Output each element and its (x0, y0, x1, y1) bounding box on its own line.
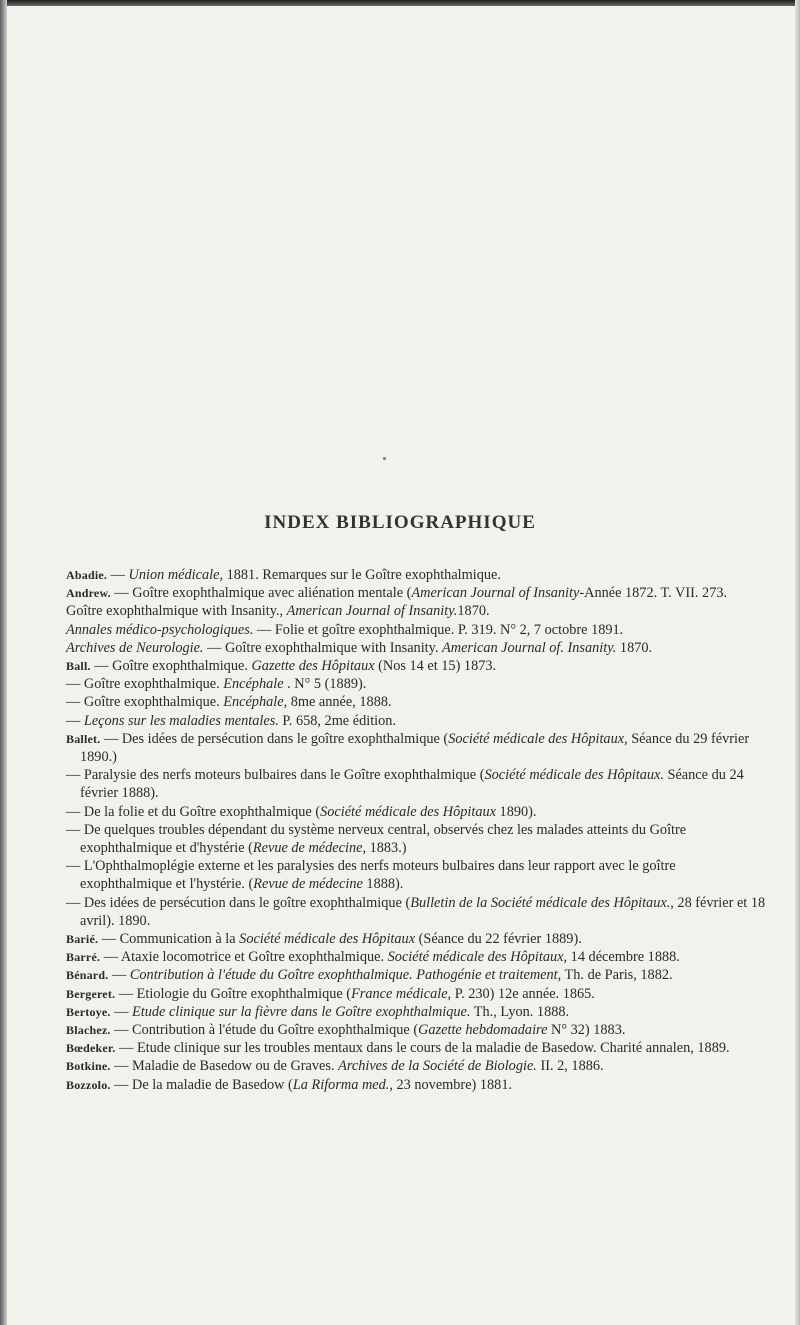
entry-author: Andrew. (66, 586, 111, 601)
entry-author: Ballet. (66, 731, 101, 746)
top-edge-shadow (0, 0, 800, 6)
entry-source-title: Archives de la Société de Biologie. (338, 1058, 537, 1075)
entry-source-title: Société médicale des Hôpitaux, (387, 949, 568, 966)
entry-source-title: Bulletin de la Société médicale des Hôpitaux., (410, 894, 674, 911)
entry-text: — (110, 1003, 133, 1020)
bibliography-entry (66, 1039, 766, 1057)
entry-source-title: Revue de médecine (253, 876, 363, 893)
entry-source-title: Gazette des Hôpitaux (251, 658, 375, 675)
bibliography-entry (66, 730, 766, 766)
entry-text: Séance du 29 février 1890.) (80, 730, 750, 766)
entry-author: Ball. (66, 659, 91, 674)
entry-text: P. 658, 2me édition. (278, 712, 397, 729)
entry-text: Année 1872. T. VII. 273. (584, 585, 728, 602)
bibliography-entry (66, 1057, 766, 1075)
entry-text: Goître exophthalmique with Insanity., (66, 603, 287, 620)
entry-text: — Goître exophthalmique. (66, 694, 224, 711)
bibliography-entry (66, 639, 766, 657)
entry-text: 1870. (457, 603, 490, 620)
entry-text: — De la maladie de Basedow ( (110, 1076, 293, 1093)
entry-text: — Etude clinique sur les troubles mentaux dans le cours de la maladie de Basedow. Charité annalen, 1889. (115, 1040, 730, 1057)
entry-source-title: Archives de Neurologie. (66, 639, 204, 656)
entry-author: Barié. (66, 932, 99, 947)
bibliography-entry (66, 821, 766, 857)
entry-text: 1883.) (366, 840, 407, 857)
entry-text: Séance du 24 février 1888). (80, 767, 744, 802)
entry-text: — De quelques troubles dépendant du système nerveux central, observés chez les malades atteints du Goître exophthalmique et d'hystérie ( (66, 821, 687, 857)
entry-text: II. 2, 1886. (536, 1058, 604, 1075)
entry-text: — (107, 567, 129, 583)
entry-source-title: Encéphale (223, 676, 284, 693)
entry-text: 1888). (362, 876, 404, 893)
entry-source-title: Contribution à l'étude du Goître exophthalmique. Pathogénie et traitement, (129, 967, 562, 984)
bibliography-entry (66, 803, 766, 821)
entry-source-title: Gazette hebdomadaire (418, 1022, 548, 1039)
bibliography-entry (66, 985, 766, 1003)
entry-text: . N° 5 (1889). (283, 676, 367, 693)
bibliography-entry (66, 1003, 766, 1021)
entry-source-title: Société médicale des Hôpitaux, (448, 730, 628, 747)
entry-source-title: Leçons sur les maladies mentales. (83, 712, 279, 729)
entry-text: 1881. Remarques sur le Goître exophthalmique. (223, 567, 501, 583)
entry-text: (Séance du 22 février 1889). (415, 931, 582, 948)
entry-text: — Goître exophthalmique avec aliénation mentale ( (110, 585, 412, 602)
bibliography-entry (66, 675, 766, 693)
entry-text: — (66, 712, 84, 729)
entry-text: — Goître exophthalmique. (66, 676, 224, 693)
entry-text: — De la folie et du Goître exophthalmique ( (66, 803, 321, 820)
paper-speck (383, 457, 386, 460)
entry-source-title: Revue de médecine, (252, 840, 367, 857)
bibliography-entry (66, 1076, 766, 1094)
entry-text: — Goître exophthalmique with Insanity. (203, 639, 443, 656)
entry-text: — Des idées de persécution dans le goître exophthalmique ( (100, 730, 449, 747)
entry-text: 23 novembre) 1881. (392, 1076, 513, 1093)
entry-text: (Nos 14 et 15) 1873. (374, 658, 497, 675)
entry-author: Botkine. (66, 1059, 111, 1074)
entry-text: 8me année, 1888. (287, 694, 392, 711)
entry-author: Barré. (66, 950, 101, 965)
bibliography-entry (66, 930, 766, 948)
entry-text: — Communication à la (98, 931, 240, 948)
entry-author: Blachez. (66, 1023, 111, 1038)
entry-text: P. 230) 12e année. 1865. (451, 985, 595, 1002)
entry-text: — Ataxie locomotrice et Goître exophthalmique. (100, 949, 388, 966)
entry-text: 1890). (495, 803, 537, 820)
entry-author: Bénard. (66, 968, 109, 983)
bibliography-entry (66, 621, 766, 639)
bibliography-entry (66, 693, 766, 711)
entry-text: — L'Ophthalmoplégie externe et les paralysies des nerfs moteurs bulbaires dans leur rapport avec le goître exophthalmique et l'hystérie. ( (66, 858, 676, 893)
entry-text: 28 février et 18 avril). 1890. (80, 894, 766, 929)
entry-source-title: American Journal of Insanity. (286, 603, 458, 620)
entry-text: 1870. (616, 639, 653, 656)
bibliography-entry (66, 584, 766, 602)
entry-source-title: Annales médico-psychologiques. (66, 621, 254, 638)
bibliography-entry (66, 857, 766, 893)
entry-source-title: Société médicale des Hôpitaux. (484, 767, 664, 784)
entry-text: Th. de Paris, 1882. (561, 967, 673, 984)
bibliography-entry (66, 712, 766, 730)
entry-text: N° 32) 1883. (547, 1022, 626, 1039)
entry-author: Bœdeker. (66, 1041, 116, 1056)
bibliography-entry (66, 966, 766, 984)
entry-text: — Folie et goître exophthalmique. P. 319. N° 2, 7 octobre 1891. (253, 621, 624, 638)
bibliography-entry (66, 657, 766, 675)
entry-text: — Paralysie des nerfs moteurs bulbaires dans le Goître exophthalmique ( (66, 767, 485, 784)
entry-source-title: Union médicale, (128, 567, 224, 583)
entry-source-title: Société médicale des Hôpitaux (320, 803, 496, 820)
entry-text: — Des idées de persécution dans le goître exophthalmique ( (66, 894, 411, 911)
entry-source-title: Société médicale des Hôpitaux (239, 931, 416, 948)
page-title: INDEX BIBLIOGRAPHIQUE (264, 512, 536, 533)
entry-source-title: American Journal of Insanity- (411, 585, 585, 602)
entry-source-title: American Journal of. Insanity. (442, 639, 617, 656)
bibliography-entry (66, 894, 766, 930)
left-binding-shadow (0, 0, 7, 1325)
entry-author: Abadie. (66, 568, 108, 582)
entry-text: — (108, 967, 130, 984)
entry-text: — Maladie de Basedow ou de Graves. (110, 1058, 339, 1075)
entry-author: Bertoye. (66, 1004, 111, 1019)
entry-text: — Contribution à l'étude du Goître exophthalmique ( (110, 1022, 419, 1039)
entry-text: Th., Lyon. 1888. (470, 1003, 570, 1020)
entry-text: — Etiologie du Goître exophthalmique ( (115, 985, 352, 1002)
bibliography-entry (66, 766, 766, 802)
entry-author: Bozzolo. (66, 1077, 111, 1092)
entry-source-title: La Riforma med., (292, 1076, 393, 1093)
entry-text: — Goître exophthalmique. (90, 658, 252, 675)
entry-source-title: Encéphale, (223, 694, 288, 711)
right-edge-shadow (795, 0, 800, 1325)
entry-source-title: France médicale, (351, 985, 452, 1002)
bibliography-entry (66, 1021, 766, 1039)
bibliography-entry (66, 948, 766, 966)
bibliography-entry (66, 602, 766, 620)
bibliography-list (66, 566, 766, 1094)
entry-text: 14 décembre 1888. (567, 949, 680, 966)
entry-author: Bergeret. (66, 986, 116, 1001)
bibliography-entry (66, 566, 766, 584)
entry-source-title: Etude clinique sur la fièvre dans le Goître exophthalmique. (132, 1003, 471, 1020)
